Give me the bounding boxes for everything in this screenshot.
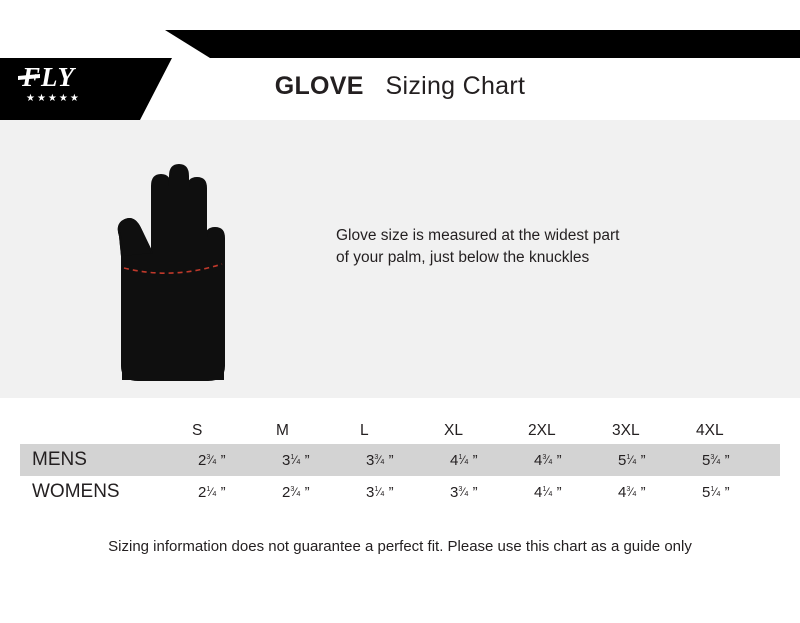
mens-value-xl: $4^1⁄4$ ” xyxy=(450,451,478,469)
size-header-3xl: 3XL xyxy=(612,422,640,439)
mens-value-l: $3^3⁄4$ ” xyxy=(366,451,394,469)
header-corner-blank xyxy=(20,410,192,444)
table-row-mens xyxy=(20,444,780,476)
fly-logo-stars-icon: ★★★★★ xyxy=(26,93,81,104)
mens-value-m: $3^1⁄4$ ” xyxy=(282,451,310,469)
size-header-2xl: 2XL xyxy=(528,422,556,439)
womens-value-3xl: $4^3⁄4$ ” xyxy=(618,483,646,501)
size-header-s: S xyxy=(192,422,203,439)
measurement-note-line-2: of your palm, just below the knuckles xyxy=(336,249,590,267)
size-header-l: L xyxy=(360,422,369,439)
measurement-note-line-1: Glove size is measured at the widest part xyxy=(336,227,620,244)
fly-logo-text: FLY xyxy=(22,62,75,92)
measurement-note xyxy=(336,225,716,270)
mens-value-2xl: $4^3⁄4$ ” xyxy=(534,451,562,469)
womens-value-2xl: $4^1⁄4$ ” xyxy=(534,483,562,501)
page-title-rest: Sizing Chart xyxy=(385,72,526,100)
page-title-strong: GLOVE xyxy=(274,72,364,100)
size-table xyxy=(20,410,780,508)
mens-value-4xl: $5^3⁄4$ ” xyxy=(702,451,730,469)
page-title xyxy=(0,72,800,101)
womens-value-4xl: $5^1⁄4$ ” xyxy=(702,483,730,501)
row-label-womens: WOMENS xyxy=(32,481,120,502)
glove-silhouette-icon xyxy=(60,128,260,388)
footnote-text: Sizing information does not guarantee a perfect fit. Please use this chart as a guide only xyxy=(108,538,692,555)
row-label-mens: MENS xyxy=(32,449,87,470)
mens-value-3xl: $5^1⁄4$ ” xyxy=(618,451,646,469)
womens-value-xl: $3^3⁄4$ ” xyxy=(450,483,478,501)
table-row-womens xyxy=(20,476,780,508)
table-header-row xyxy=(20,410,780,444)
size-header-4xl: 4XL xyxy=(696,422,724,439)
mens-value-s: $2^3⁄4$ ” xyxy=(198,451,226,469)
womens-value-s: $2^1⁄4$ ” xyxy=(198,483,226,501)
womens-value-m: $2^3⁄4$ ” xyxy=(282,483,310,501)
womens-value-l: $3^1⁄4$ ” xyxy=(366,483,394,501)
size-header-m: M xyxy=(276,422,289,439)
size-table-area xyxy=(0,398,800,528)
size-header-xl: XL xyxy=(444,422,463,439)
